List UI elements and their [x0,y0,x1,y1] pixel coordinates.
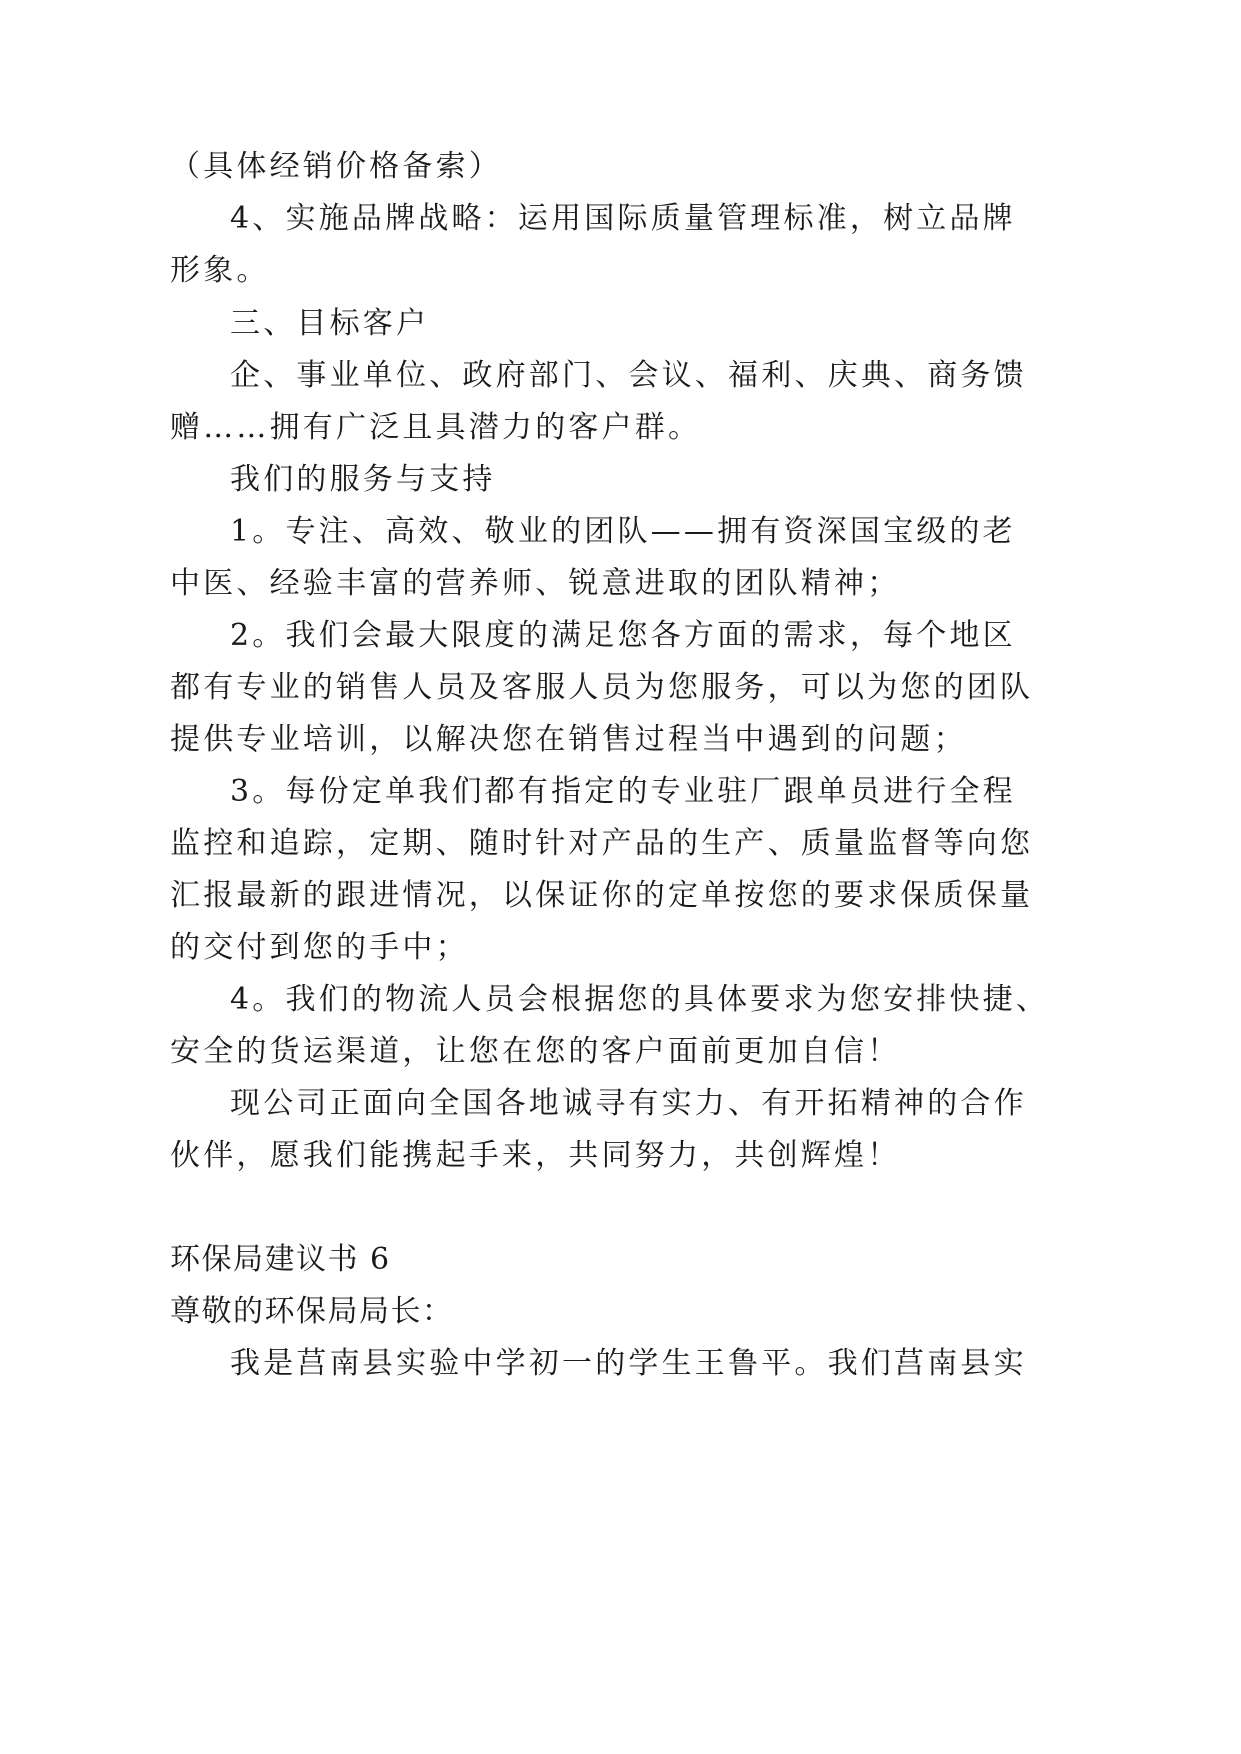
service-4-line-2: 安全的货运渠道，让您在您的客户面前更加自信！ [170,1034,901,1069]
service-3-line-4: 的交付到您的手中； [170,930,469,965]
salutation: 尊敬的环保局局长： [170,1294,454,1329]
partner-line-1: 现公司正面向全国各地诚寻有实力、有开拓精神的合作 [230,1086,1027,1121]
service-1-line-2: 中医、经验丰富的营养师、锐意进取的团队精神； [170,566,901,601]
service-3-line-2: 监控和追踪，定期、随时针对产品的生产、质量监督等向您 [170,826,1034,861]
service-2-line-1: 2。我们会最大限度的满足您各方面的需求，每个地区 [230,618,1016,653]
letter-body-line-1: 我是莒南县实验中学初一的学生王鲁平。我们莒南县实 [230,1346,1027,1381]
section-services: 我们的服务与支持 [230,462,496,497]
price-note-line: （具体经销价格备索） [170,149,502,184]
service-1-line-1: 1。专注、高效、敬业的团队——拥有资深国宝级的老 [230,514,1016,549]
service-2-line-3: 提供专业培训，以解决您在销售过程当中遇到的问题； [170,722,967,757]
customers-line-1: 企、事业单位、政府部门、会议、福利、庆典、商务馈 [230,358,1027,393]
document-title: 环保局建议书 6 [170,1242,391,1277]
service-4-line-1: 4。我们的物流人员会根据您的具体要求为您安排快捷、 [230,982,1050,1017]
service-3-line-3: 汇报最新的跟进情况，以保证你的定单按您的要求保质保量 [170,878,1034,913]
service-2-line-2: 都有专业的销售人员及客服人员为您服务，可以为您的团队 [170,670,1034,705]
service-3-line-1: 3。每份定单我们都有指定的专业驻厂跟单员进行全程 [230,774,1016,809]
partner-line-2: 伙伴，愿我们能携起手来，共同努力，共创辉煌！ [170,1138,901,1173]
customers-line-2: 赠……拥有广泛且具潜力的客户群。 [170,410,702,445]
section-target-customers: 三、目标客户 [230,306,430,341]
brand-strategy-line-2: 形象。 [170,253,270,288]
brand-strategy-line-1: 4、实施品牌战略：运用国际质量管理标准，树立品牌 [230,201,1016,236]
